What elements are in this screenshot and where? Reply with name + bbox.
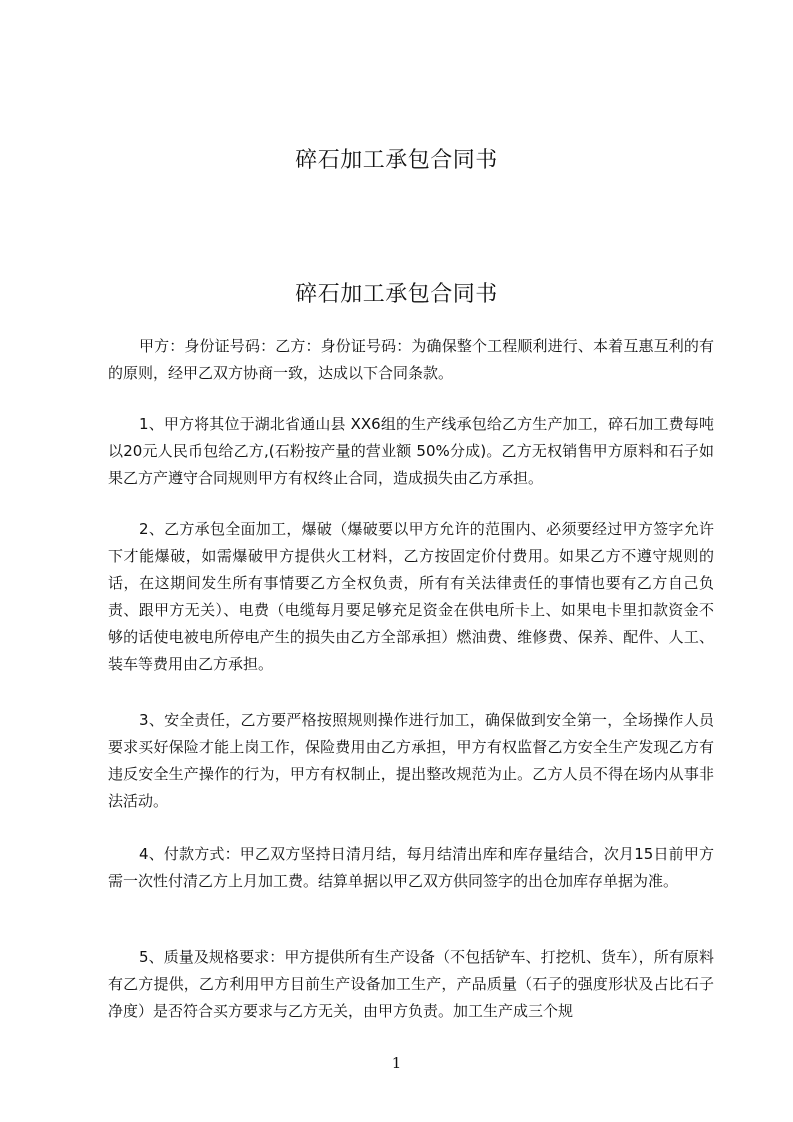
- paragraph-clause-1: 1、甲方将其位于湖北省通山县 XX6组的生产线承包给乙方生产加工，碎石加工费每吨以20元人民币包给乙方,(石粉按产量的营业额 50%分成)。乙方无权销售甲方原料和石子如果乙方产遵守合同规则甲方有权终止合同，造成损失由乙方承担。: [108, 415, 714, 487]
- cover-title: 碎石加工承包合同书: [295, 148, 498, 173]
- paragraph-clause-4: 4、付款方式：甲乙双方坚持日清月结，每月结清出库和库存量结合，次月15日前甲方需一次性付清乙方上月加工费。结算单据以甲乙双方供同签字的出仓加库存单据为准。: [108, 845, 714, 890]
- paragraph-parties: 甲方：身份证号码：乙方：身份证号码：为确保整个工程顺利进行、本着互惠互利的有的原则，经甲乙双方协商一致，达成以下合同条款。: [108, 337, 714, 382]
- document-title: 碎石加工承包合同书: [295, 282, 498, 307]
- paragraph-clause-3: 3、安全责任，乙方要严格按照规则操作进行加工，确保做到安全第一，全场操作人员要求买好保险才能上岗工作，保险费用由乙方承担，甲方有权监督乙方安全生产发现乙方有违反安全生产操作的行为，甲方有权制止，提出整改规范为止。乙方人员不得在场内从事非法活动。: [108, 711, 714, 810]
- page-number: 1: [391, 1054, 402, 1072]
- paragraph-clause-5: 5、质量及规格要求：甲方提供所有生产设备（不包括铲车、打挖机、货车），所有原料有乙方提供，乙方利用甲方目前生产设备加工生产，产品质量（石子的强度形状及占比石子净度）是否符合买方要求与乙方无关，由甲方负责。加工生产成三个规: [108, 948, 714, 1020]
- paragraph-clause-2: 2、乙方承包全面加工，爆破（爆破要以甲方允许的范围内、必须要经过甲方签字允许下才能爆破，如需爆破甲方提供火工材料，乙方按固定价付费用。如果乙方不遵守规则的话，在这期间发生所有事情要乙方全权负责，所有有关法律责任的事情也要有乙方自己负责、跟甲方无关）、电费（电缆每月要足够充足资金在供电所卡上、如果电卡里扣款资金不够的话使电被电所停电产生的损失由乙方全部承担）燃油费、维修费、保养、配件、人工、装车等费用由乙方承担。: [108, 520, 714, 673]
